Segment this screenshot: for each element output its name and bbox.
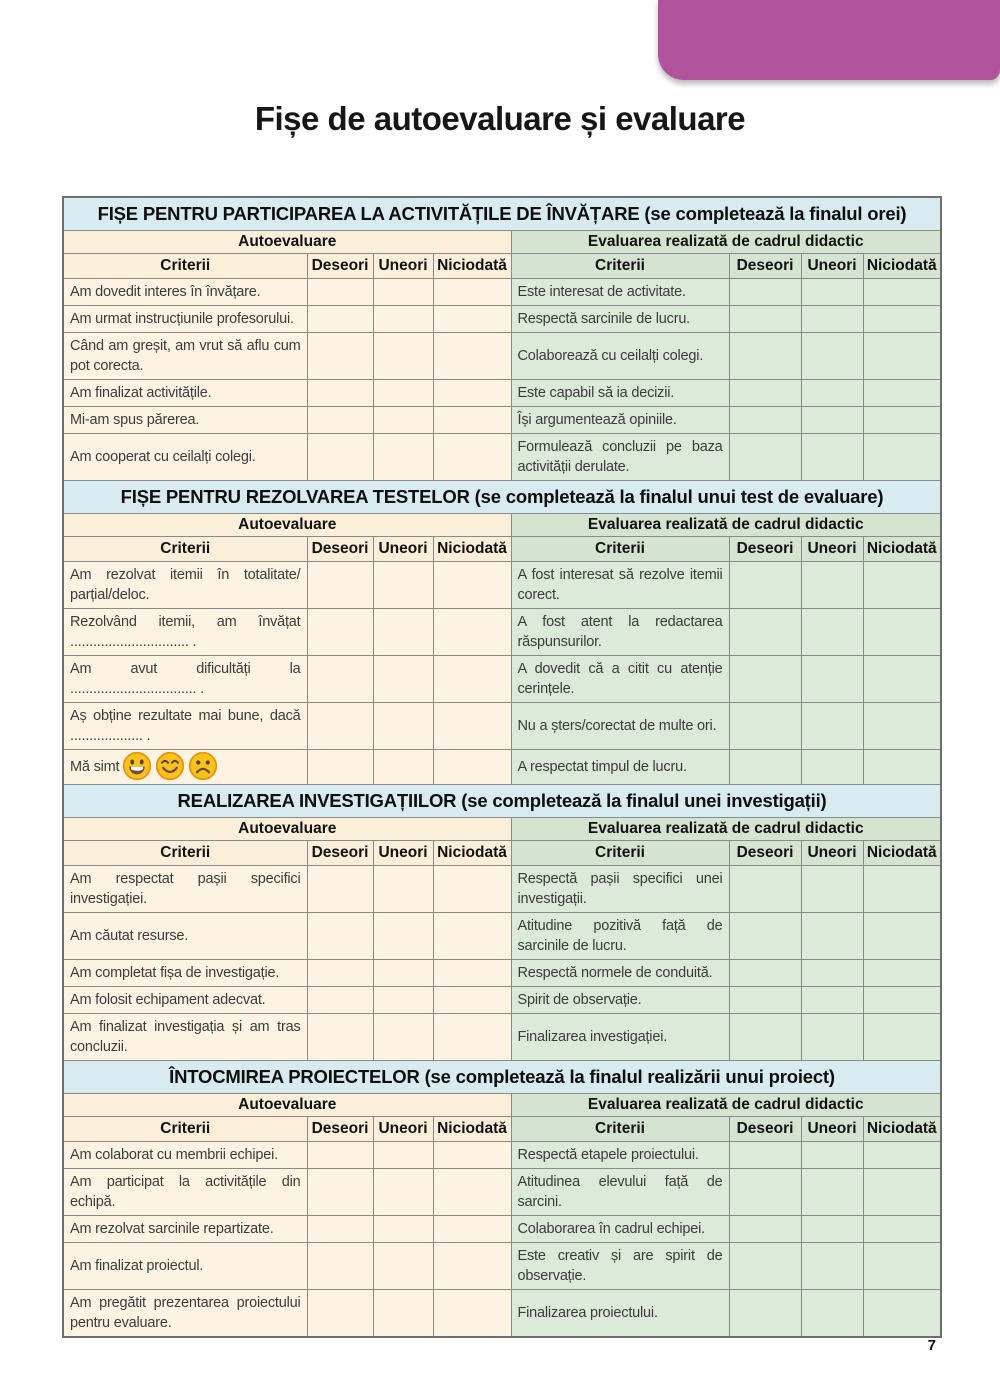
table-row (63, 1243, 941, 1290)
answer-cell-teacher (863, 960, 941, 987)
criterion-self: Am folosit echipament adecvat. (63, 987, 307, 1014)
answer-cell-teacher (729, 609, 801, 656)
answer-cell-self (433, 866, 511, 913)
criterion-self: Mi-am spus părerea. (63, 407, 307, 434)
criterion-self: Am colaborat cu membrii echipei. (63, 1142, 307, 1169)
table-row (63, 913, 941, 960)
criterion-self: Am urmat instrucțiunile profesorului. (63, 306, 307, 333)
answer-cell-self (373, 279, 433, 306)
criterion-teacher: Finalizarea investigației. (511, 1014, 729, 1061)
answer-cell-self (307, 306, 373, 333)
answer-cell-self (307, 1216, 373, 1243)
column-header-row (63, 254, 941, 279)
answer-cell-self (433, 913, 511, 960)
criterion-text: Mă simt (70, 758, 120, 775)
answer-cell-self (307, 609, 373, 656)
answer-cell-self (307, 279, 373, 306)
answer-cell-teacher (729, 960, 801, 987)
answer-cell-teacher (801, 279, 863, 306)
answer-cell-teacher (863, 913, 941, 960)
answer-cell-teacher (729, 407, 801, 434)
criterion-teacher: A dovedit că a citit cu atenție cerințele. (511, 656, 729, 703)
criterion-teacher: Finalizarea proiectului. (511, 1290, 729, 1338)
answer-cell-teacher (729, 913, 801, 960)
table-row (63, 750, 941, 785)
table-row (63, 407, 941, 434)
answer-cell-self (307, 407, 373, 434)
group-header-row (63, 514, 941, 537)
answer-cell-self (433, 1169, 511, 1216)
answer-cell-self (433, 333, 511, 380)
answer-cell-teacher (801, 306, 863, 333)
criterion-teacher: Colaborează cu ceilalți colegi. (511, 333, 729, 380)
teacher-evaluation-header: Evaluarea realizată de cadrul didactic (511, 1094, 941, 1117)
answer-cell-teacher (729, 703, 801, 750)
answer-cell-teacher (863, 1216, 941, 1243)
answer-cell-teacher (863, 1243, 941, 1290)
column-header-never: Niciodată (863, 254, 941, 279)
column-header-sometimes: Uneori (373, 537, 433, 562)
column-header-sometimes: Uneori (801, 537, 863, 562)
self-evaluation-header: Autoevaluare (63, 1094, 511, 1117)
column-header-never: Niciodată (433, 841, 511, 866)
criterion-self: Am completat fișa de investigație. (63, 960, 307, 987)
criterion-teacher: Respectă sarcinile de lucru. (511, 306, 729, 333)
table-row (63, 987, 941, 1014)
criterion-self: Am cooperat cu ceilalți colegi. (63, 434, 307, 481)
criterion-teacher: Atitudinea elevului față de sarcini. (511, 1169, 729, 1216)
answer-cell-self (373, 656, 433, 703)
answer-cell-self (307, 562, 373, 609)
answer-cell-self (373, 913, 433, 960)
column-header-row (63, 1117, 941, 1142)
criterion-self: Am căutat resurse. (63, 913, 307, 960)
answer-cell-teacher (729, 866, 801, 913)
group-header-row (63, 1094, 941, 1117)
answer-cell-self (307, 434, 373, 481)
answer-cell-self (433, 987, 511, 1014)
answer-cell-teacher (801, 987, 863, 1014)
answer-cell-teacher (863, 434, 941, 481)
answer-cell-teacher (801, 1243, 863, 1290)
criterion-teacher: Formulează concluzii pe baza activității derulate. (511, 434, 729, 481)
answer-cell-teacher (863, 306, 941, 333)
column-header-often: Deseori (307, 537, 373, 562)
answer-cell-self (433, 1142, 511, 1169)
answer-cell-teacher (801, 866, 863, 913)
criterion-self: Am participat la activitățile din echipă. (63, 1169, 307, 1216)
answer-cell-teacher (729, 1169, 801, 1216)
answer-cell-teacher (801, 609, 863, 656)
answer-cell-teacher (801, 1169, 863, 1216)
table-row (63, 1169, 941, 1216)
table-row (63, 1216, 941, 1243)
answer-cell-teacher (801, 703, 863, 750)
answer-cell-teacher (729, 1290, 801, 1338)
column-header-never: Niciodată (433, 1117, 511, 1142)
criterion-self: Aș obține rezultate mai bune, dacă ................... . (63, 703, 307, 750)
criterion-teacher: A fost interesat să rezolve itemii corect. (511, 562, 729, 609)
answer-cell-self (307, 750, 373, 785)
answer-cell-self (433, 1014, 511, 1061)
table-row (63, 703, 941, 750)
column-header-row (63, 537, 941, 562)
answer-cell-self (307, 866, 373, 913)
answer-cell-teacher (801, 656, 863, 703)
answer-cell-teacher (863, 1290, 941, 1338)
criterion-teacher: Nu a șters/corectat de multe ori. (511, 703, 729, 750)
answer-cell-teacher (801, 960, 863, 987)
answer-cell-self (373, 407, 433, 434)
answer-cell-self (373, 1169, 433, 1216)
answer-cell-teacher (729, 434, 801, 481)
answer-cell-self (307, 380, 373, 407)
answer-cell-self (373, 434, 433, 481)
answer-cell-self (433, 1243, 511, 1290)
answer-cell-teacher (729, 1142, 801, 1169)
answer-cell-self (373, 562, 433, 609)
column-header-never: Niciodată (433, 254, 511, 279)
self-evaluation-header: Autoevaluare (63, 231, 511, 254)
criterion-teacher: Este interesat de activitate. (511, 279, 729, 306)
answer-cell-self (433, 279, 511, 306)
corner-tab-decoration (658, 0, 1000, 80)
answer-cell-self (373, 1243, 433, 1290)
answer-cell-teacher (801, 1142, 863, 1169)
criterion-self: Rezolvând itemii, am învățat ............................... . (63, 609, 307, 656)
column-header-criteria: Criterii (511, 841, 729, 866)
answer-cell-teacher (863, 333, 941, 380)
answer-cell-self (433, 1290, 511, 1338)
answer-cell-self (307, 1142, 373, 1169)
column-header-criteria: Criterii (63, 254, 307, 279)
criterion-self: Am finalizat proiectul. (63, 1243, 307, 1290)
answer-cell-teacher (863, 562, 941, 609)
section-title: ÎNTOCMIREA PROIECTELOR (se completează la finalul realizării unui proiect) (63, 1061, 941, 1094)
answer-cell-self (373, 333, 433, 380)
answer-cell-self (433, 434, 511, 481)
group-header-row (63, 818, 941, 841)
answer-cell-self (307, 703, 373, 750)
table-row (63, 279, 941, 306)
answer-cell-self (433, 703, 511, 750)
table-row (63, 1290, 941, 1338)
table-row (63, 960, 941, 987)
page-number: 7 (927, 1337, 936, 1354)
table-row (63, 333, 941, 380)
answer-cell-self (307, 960, 373, 987)
criterion-self: Am rezolvat sarcinile repartizate. (63, 1216, 307, 1243)
answer-cell-teacher (801, 380, 863, 407)
answer-cell-self (307, 656, 373, 703)
column-header-sometimes: Uneori (801, 1117, 863, 1142)
section-title: FIȘE PENTRU REZOLVAREA TESTELOR (se completează la finalul unui test de evaluare) (63, 481, 941, 514)
answer-cell-self (373, 750, 433, 785)
answer-cell-self (433, 960, 511, 987)
answer-cell-teacher (801, 1216, 863, 1243)
table-row (63, 609, 941, 656)
criterion-teacher: Atitudine pozitivă față de sarcinile de lucru. (511, 913, 729, 960)
answer-cell-teacher (801, 407, 863, 434)
answer-cell-self (433, 380, 511, 407)
self-evaluation-header: Autoevaluare (63, 514, 511, 537)
answer-cell-self (373, 609, 433, 656)
answer-cell-teacher (729, 656, 801, 703)
answer-cell-self (373, 703, 433, 750)
column-header-often: Deseori (729, 254, 801, 279)
table-row (63, 562, 941, 609)
section-header-row (63, 481, 941, 514)
teacher-evaluation-header: Evaluarea realizată de cadrul didactic (511, 818, 941, 841)
column-header-criteria: Criterii (63, 1117, 307, 1142)
evaluation-tables (62, 196, 942, 1338)
answer-cell-self (433, 609, 511, 656)
answer-cell-teacher (729, 380, 801, 407)
column-header-criteria: Criterii (511, 1117, 729, 1142)
criterion-self: Am avut dificultăți la ................................. . (63, 656, 307, 703)
column-header-sometimes: Uneori (801, 841, 863, 866)
section-title: FIȘE PENTRU PARTICIPAREA LA ACTIVITĂȚILE DE ÎNVĂȚARE (se completează la finalul orei) (63, 197, 941, 231)
criterion-self: Am dovedit interes în învățare. (63, 279, 307, 306)
table-row (63, 380, 941, 407)
table-row (63, 1142, 941, 1169)
criterion-self: Am finalizat activitățile. (63, 380, 307, 407)
criterion-teacher: Respectă etapele proiectului. (511, 1142, 729, 1169)
column-header-sometimes: Uneori (373, 841, 433, 866)
section-title: REALIZAREA INVESTIGAȚIILOR (se completează la finalul unei investigații) (63, 785, 941, 818)
sad-face-icon (188, 751, 218, 781)
teacher-evaluation-header: Evaluarea realizată de cadrul didactic (511, 231, 941, 254)
answer-cell-teacher (863, 987, 941, 1014)
criterion-teacher: A fost atent la redactarea răspunsurilor. (511, 609, 729, 656)
answer-cell-self (373, 1014, 433, 1061)
answer-cell-self (433, 656, 511, 703)
table-row (63, 306, 941, 333)
column-header-often: Deseori (307, 254, 373, 279)
criterion-self: Am respectat pașii specifici investigației. (63, 866, 307, 913)
column-header-criteria: Criterii (63, 537, 307, 562)
answer-cell-teacher (801, 333, 863, 380)
answer-cell-self (433, 306, 511, 333)
teacher-evaluation-header: Evaluarea realizată de cadrul didactic (511, 514, 941, 537)
criterion-teacher: Își argumentează opiniile. (511, 407, 729, 434)
column-header-sometimes: Uneori (373, 1117, 433, 1142)
answer-cell-teacher (863, 279, 941, 306)
answer-cell-self (433, 562, 511, 609)
answer-cell-teacher (801, 434, 863, 481)
column-header-often: Deseori (729, 537, 801, 562)
answer-cell-teacher (863, 1169, 941, 1216)
column-header-row (63, 841, 941, 866)
answer-cell-self (307, 913, 373, 960)
answer-cell-teacher (729, 750, 801, 785)
criterion-teacher: Este creativ și are spirit de observație. (511, 1243, 729, 1290)
answer-cell-self (373, 306, 433, 333)
answer-cell-self (433, 750, 511, 785)
group-header-row (63, 231, 941, 254)
column-header-never: Niciodată (863, 537, 941, 562)
criterion-teacher: Respectă pașii specifici unei investigații. (511, 866, 729, 913)
answer-cell-self (373, 380, 433, 407)
criterion-self: Am finalizat investigația și am tras concluzii. (63, 1014, 307, 1061)
answer-cell-teacher (863, 1014, 941, 1061)
table-row (63, 1014, 941, 1061)
answer-cell-teacher (863, 656, 941, 703)
answer-cell-self (373, 866, 433, 913)
criterion-teacher: Colaborarea în cadrul echipei. (511, 1216, 729, 1243)
answer-cell-teacher (863, 750, 941, 785)
answer-cell-self (373, 960, 433, 987)
column-header-often: Deseori (307, 1117, 373, 1142)
answer-cell-teacher (863, 866, 941, 913)
criterion-self (63, 750, 307, 785)
answer-cell-self (373, 1290, 433, 1338)
answer-cell-self (307, 1290, 373, 1338)
column-header-criteria: Criterii (511, 537, 729, 562)
column-header-never: Niciodată (863, 841, 941, 866)
answer-cell-teacher (863, 703, 941, 750)
table-row (63, 434, 941, 481)
column-header-often: Deseori (729, 841, 801, 866)
criterion-teacher: A respectat timpul de lucru. (511, 750, 729, 785)
column-header-never: Niciodată (863, 1117, 941, 1142)
column-header-criteria: Criterii (511, 254, 729, 279)
criterion-self: Am rezolvat itemii în totalitate/ parțial/deloc. (63, 562, 307, 609)
table-row (63, 656, 941, 703)
happy-face-icon (122, 751, 152, 781)
answer-cell-self (307, 1243, 373, 1290)
answer-cell-teacher (863, 380, 941, 407)
answer-cell-self (433, 1216, 511, 1243)
answer-cell-teacher (801, 1014, 863, 1061)
answer-cell-teacher (863, 1142, 941, 1169)
column-header-often: Deseori (729, 1117, 801, 1142)
answer-cell-self (307, 333, 373, 380)
criterion-self: Am pregătit prezentarea proiectului pentru evaluare. (63, 1290, 307, 1338)
criterion-teacher: Respectă normele de conduită. (511, 960, 729, 987)
section-header-row (63, 785, 941, 818)
answer-cell-self (373, 987, 433, 1014)
criterion-teacher: Este capabil să ia decizii. (511, 380, 729, 407)
answer-cell-teacher (729, 1014, 801, 1061)
column-header-often: Deseori (307, 841, 373, 866)
answer-cell-self (373, 1142, 433, 1169)
table-row (63, 866, 941, 913)
answer-cell-self (307, 987, 373, 1014)
column-header-sometimes: Uneori (801, 254, 863, 279)
page-title: Fișe de autoevaluare și evaluare (254, 100, 746, 137)
answer-cell-teacher (729, 279, 801, 306)
column-header-never: Niciodată (433, 537, 511, 562)
answer-cell-self (307, 1014, 373, 1061)
answer-cell-teacher (729, 306, 801, 333)
answer-cell-teacher (729, 1243, 801, 1290)
answer-cell-self (307, 1169, 373, 1216)
self-evaluation-header: Autoevaluare (63, 818, 511, 841)
answer-cell-teacher (729, 1216, 801, 1243)
column-header-sometimes: Uneori (373, 254, 433, 279)
answer-cell-teacher (801, 913, 863, 960)
smiling-face-icon (155, 751, 185, 781)
criterion-teacher: Spirit de observație. (511, 987, 729, 1014)
answer-cell-self (373, 1216, 433, 1243)
answer-cell-teacher (801, 750, 863, 785)
column-header-criteria: Criterii (63, 841, 307, 866)
answer-cell-teacher (729, 562, 801, 609)
answer-cell-teacher (863, 407, 941, 434)
section-header-row (63, 197, 941, 231)
criterion-self: Când am greșit, am vrut să aflu cum pot corecta. (63, 333, 307, 380)
section-header-row (63, 1061, 941, 1094)
answer-cell-self (433, 407, 511, 434)
answer-cell-teacher (863, 609, 941, 656)
answer-cell-teacher (729, 333, 801, 380)
answer-cell-teacher (801, 1290, 863, 1338)
answer-cell-teacher (801, 562, 863, 609)
answer-cell-teacher (729, 987, 801, 1014)
